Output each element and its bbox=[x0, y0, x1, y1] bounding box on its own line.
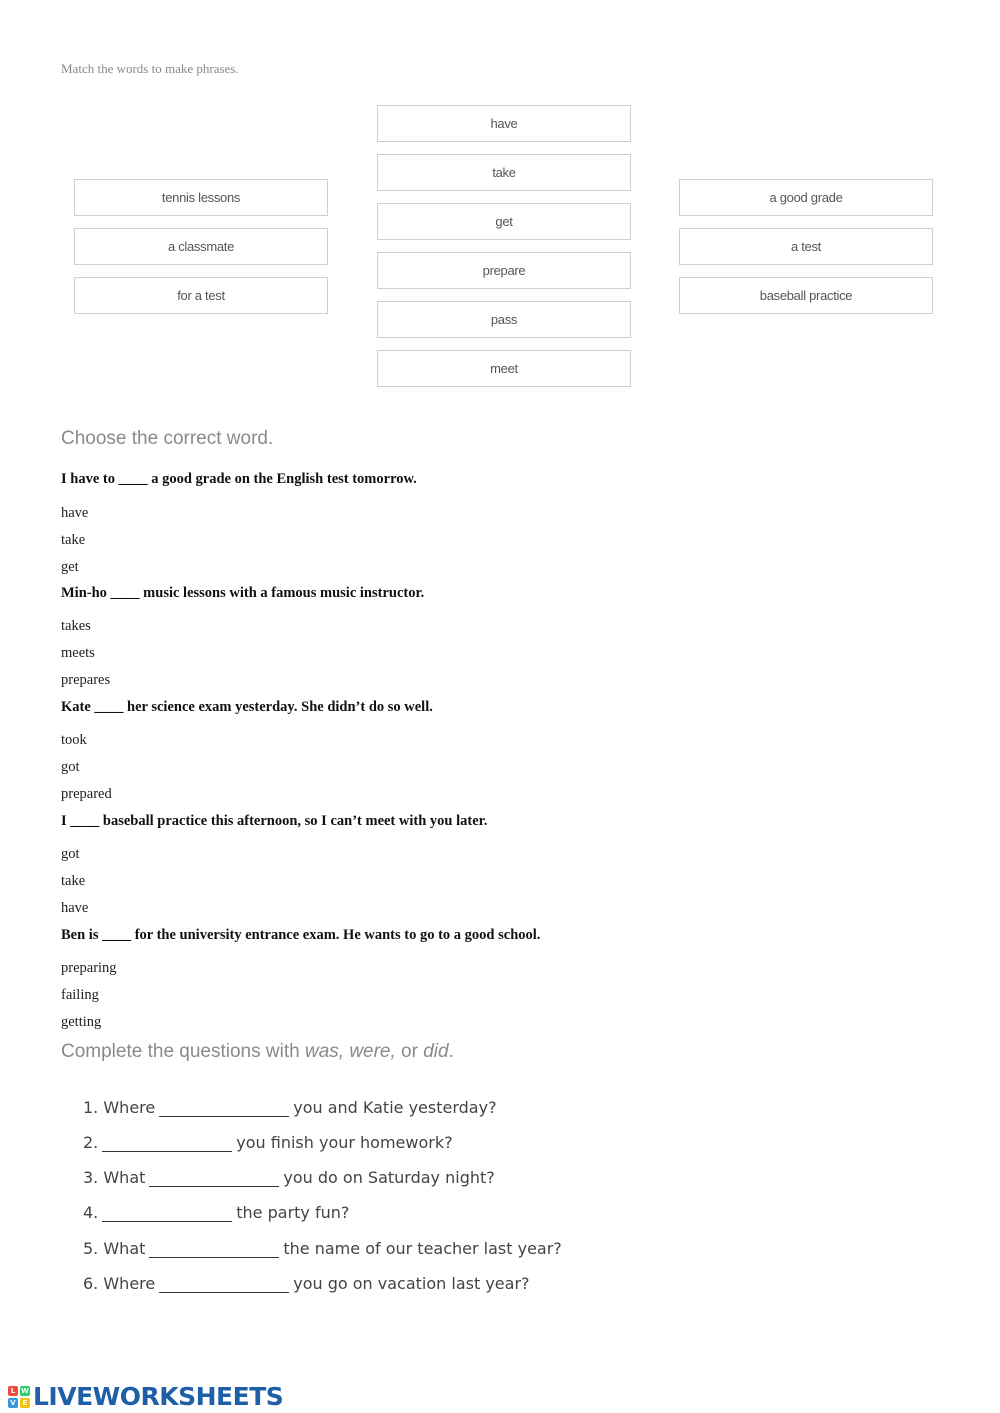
match-middle-item[interactable]: pass bbox=[377, 301, 631, 338]
complete-item-after: you do on Saturday night? bbox=[283, 1168, 495, 1187]
choose-question: I ____ baseball practice this afternoon, so I can’t meet with you later. bbox=[61, 813, 488, 829]
choose-option[interactable]: have bbox=[61, 900, 89, 916]
answer-blank[interactable] bbox=[149, 1164, 279, 1187]
complete-heading-end: . bbox=[448, 1041, 454, 1062]
complete-item-before: 1. Where bbox=[83, 1098, 156, 1117]
answer-blank[interactable] bbox=[159, 1270, 289, 1293]
complete-item bbox=[83, 1129, 453, 1152]
match-instruction: Match the words to make phrases. bbox=[61, 61, 239, 76]
complete-heading-did: did bbox=[423, 1041, 449, 1062]
choose-option[interactable]: took bbox=[61, 732, 87, 748]
complete-item-after: you and Katie yesterday? bbox=[293, 1098, 497, 1117]
choose-question: Kate ____ her science exam yesterday. She didn’t do so well. bbox=[61, 699, 433, 715]
choose-option[interactable]: prepares bbox=[61, 672, 111, 688]
complete-item-before: 2. bbox=[83, 1133, 99, 1152]
choose-option[interactable]: prepared bbox=[61, 786, 112, 802]
complete-item-before: 6. Where bbox=[83, 1274, 156, 1293]
complete-item bbox=[83, 1094, 497, 1117]
match-middle-item[interactable]: take bbox=[377, 154, 631, 191]
complete-item-after: you finish your homework? bbox=[236, 1133, 453, 1152]
complete-item-after: you go on vacation last year? bbox=[293, 1274, 530, 1293]
complete-item-before: 5. What bbox=[83, 1239, 146, 1258]
complete-heading-or: or bbox=[395, 1041, 424, 1062]
logo-tiles-icon: L W V E bbox=[8, 1386, 30, 1408]
match-right-item[interactable]: a test bbox=[679, 228, 933, 265]
match-right-item[interactable]: baseball practice bbox=[679, 277, 933, 314]
answer-blank[interactable] bbox=[102, 1199, 232, 1222]
complete-item-before: 3. What bbox=[83, 1168, 146, 1187]
complete-item bbox=[83, 1199, 349, 1222]
complete-item-before: 4. bbox=[83, 1203, 99, 1222]
answer-blank[interactable] bbox=[102, 1129, 232, 1152]
choose-question: I have to ____ a good grade on the English test tomorrow. bbox=[61, 471, 417, 487]
choose-heading: Choose the correct word. bbox=[61, 428, 274, 449]
choose-option[interactable]: meets bbox=[61, 645, 95, 661]
choose-option[interactable]: failing bbox=[61, 987, 99, 1003]
choose-option[interactable]: getting bbox=[61, 1014, 102, 1030]
match-left-item[interactable]: tennis lessons bbox=[74, 179, 328, 216]
logo-text: LIVEWORKSHEETS bbox=[33, 1382, 284, 1411]
choose-option[interactable]: preparing bbox=[61, 960, 117, 976]
complete-item bbox=[83, 1235, 562, 1258]
choose-option[interactable]: got bbox=[61, 846, 80, 862]
choose-option[interactable]: takes bbox=[61, 618, 91, 634]
liveworksheets-logo bbox=[8, 1382, 283, 1411]
match-right-item[interactable]: a good grade bbox=[679, 179, 933, 216]
answer-blank[interactable] bbox=[159, 1094, 289, 1117]
match-left-item[interactable]: for a test bbox=[74, 277, 328, 314]
answer-blank[interactable] bbox=[149, 1235, 279, 1258]
complete-item-after: the name of our teacher last year? bbox=[283, 1239, 562, 1258]
choose-option[interactable]: take bbox=[61, 532, 86, 548]
choose-question: Ben is ____ for the university entrance exam. He wants to go to a good school. bbox=[61, 927, 541, 943]
match-left-item[interactable]: a classmate bbox=[74, 228, 328, 265]
complete-item bbox=[83, 1270, 530, 1293]
choose-question: Min-ho ____ music lessons with a famous music instructor. bbox=[61, 585, 425, 601]
choose-option[interactable]: take bbox=[61, 873, 86, 889]
choose-option[interactable]: got bbox=[61, 759, 80, 775]
complete-item-after: the party fun? bbox=[236, 1203, 350, 1222]
match-middle-item[interactable]: get bbox=[377, 203, 631, 240]
complete-heading bbox=[61, 1041, 454, 1063]
complete-heading-prefix: Complete the questions with bbox=[61, 1041, 305, 1062]
match-middle-item[interactable]: have bbox=[377, 105, 631, 142]
match-middle-item[interactable]: meet bbox=[377, 350, 631, 387]
complete-heading-words: was, were, bbox=[304, 1041, 396, 1062]
complete-item bbox=[83, 1164, 495, 1187]
choose-option[interactable]: get bbox=[61, 559, 79, 575]
choose-option[interactable]: have bbox=[61, 505, 89, 521]
match-middle-item[interactable]: prepare bbox=[377, 252, 631, 289]
